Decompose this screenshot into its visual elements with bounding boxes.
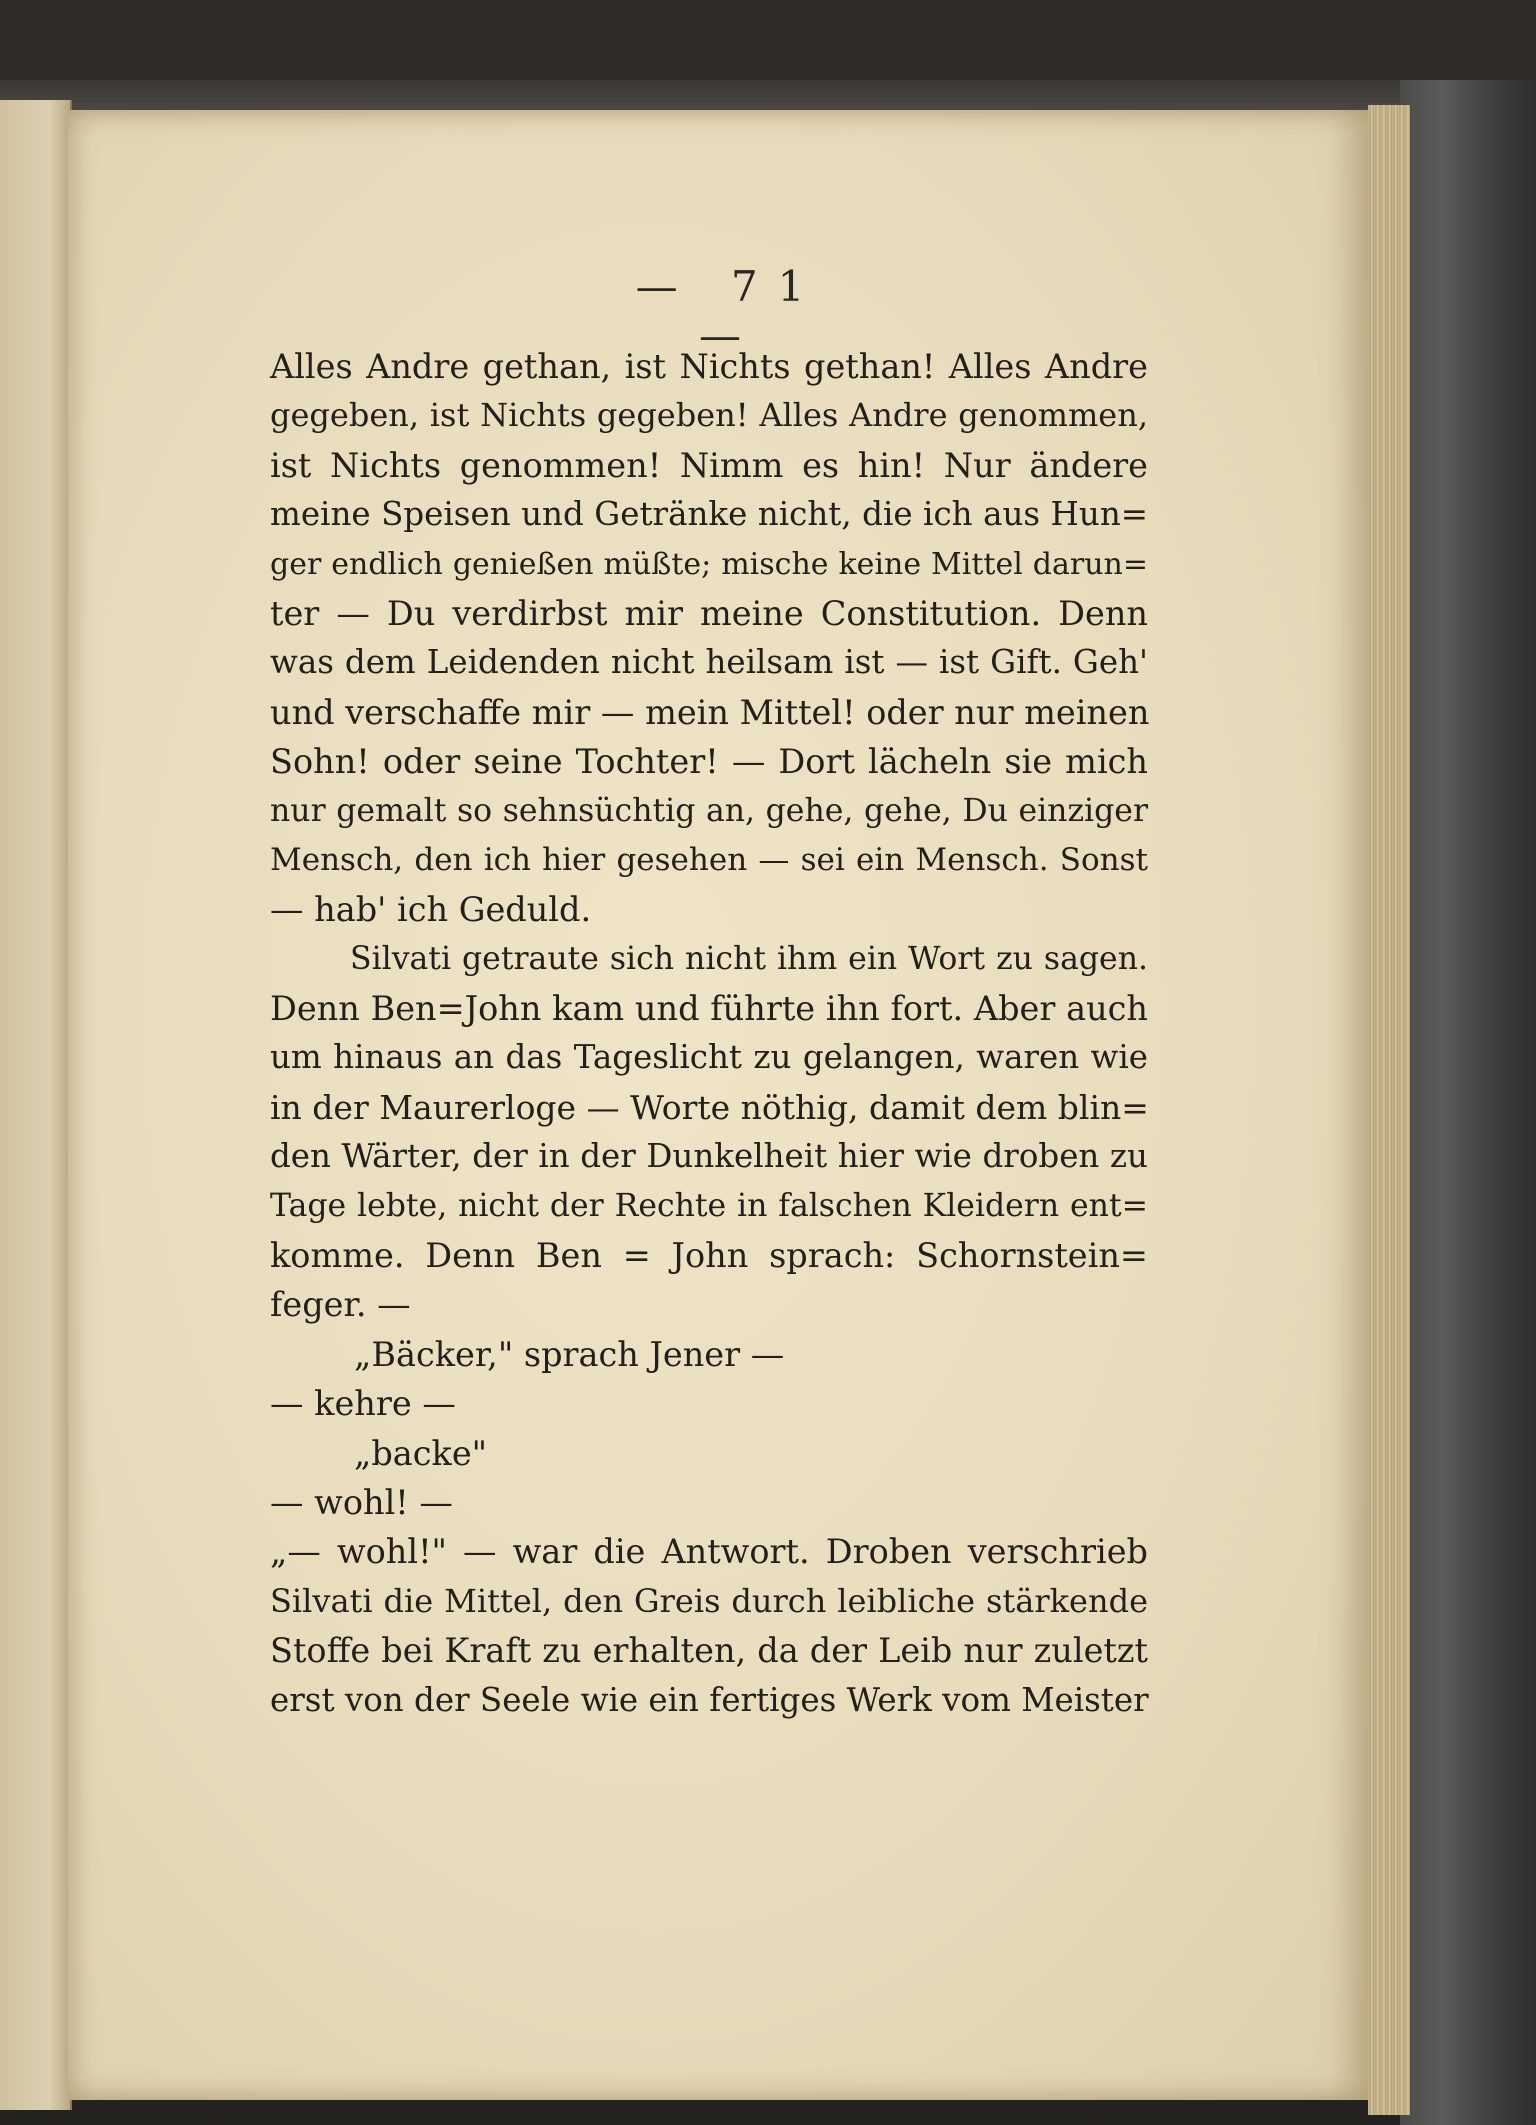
- text-line: — hab' ich Geduld.: [270, 890, 592, 930]
- text-line: „— wohl!" — war die Antwort. Droben verschrieb: [270, 1532, 1148, 1572]
- text-line: was dem Leidenden nicht heilsam ist — ist Gift. Geh': [270, 643, 1148, 682]
- text-line: Alles Andre gethan, ist Nichts gethan! Alles Andre: [270, 347, 1148, 386]
- text-line: in der Maurerloge — Worte nöthig, damit dem blin=: [270, 1087, 1149, 1127]
- book-cover-right: [1400, 80, 1536, 2125]
- text-line: nur gemalt so sehnsüchtig an, gehe, gehe, Du einziger: [270, 792, 1148, 829]
- text-line: den Wärter, der in der Dunkelheit hier wie droben zu: [270, 1137, 1148, 1176]
- text-line: meine Speisen und Getränke nicht, die ich aus Hun=: [270, 495, 1148, 534]
- text-line: ter — Du verdirbst mir meine Constitution. Denn: [270, 593, 1148, 633]
- text-line: und verschaffe mir — mein Mittel! oder nur meinen: [270, 692, 1150, 732]
- text-line: gegeben, ist Nichts gegeben! Alles Andre genommen,: [270, 396, 1148, 435]
- text-line: Silvati die Mittel, den Greis durch leibliche stärkende: [270, 1581, 1148, 1620]
- text-line: um hinaus an das Tageslicht zu gelangen, waren wie: [270, 1038, 1148, 1077]
- page-edges: [1368, 105, 1410, 2115]
- text-line: Denn Ben=John kam und führte ihn fort. Aber auch: [270, 989, 1148, 1029]
- page-number: — 71 —: [635, 262, 825, 360]
- text-line: Silvati getraute sich nicht ihm ein Wort zu sagen.: [350, 940, 1148, 977]
- text-line: — wohl! —: [270, 1482, 453, 1522]
- text-line: feger. —: [270, 1285, 411, 1325]
- text-line: komme. Denn Ben = John sprach: Schornstein=: [270, 1236, 1148, 1276]
- text-line: — kehre —: [270, 1384, 456, 1424]
- previous-page-edge: [0, 100, 72, 2110]
- text-line: Stoffe bei Kraft zu erhalten, da der Leib nur zuletzt: [270, 1631, 1148, 1671]
- body-text: [270, 342, 1148, 1725]
- book-cover-top: [0, 80, 1536, 112]
- text-line: Mensch, den ich hier gesehen — sei ein Mensch. Sonst: [270, 841, 1148, 878]
- text-line: Sohn! oder seine Tochter! — Dort lächeln sie mich: [270, 742, 1148, 782]
- text-line: ger endlich genießen müßte; mische keine Mittel darun=: [270, 546, 1148, 582]
- text-line: „backe": [354, 1433, 488, 1473]
- text-line: erst von der Seele wie ein fertiges Werk vom Meister: [270, 1680, 1149, 1719]
- text-line: ist Nichts genommen! Nimm es hin! Nur ändere: [270, 445, 1148, 485]
- text-line: „Bäcker," sprach Jener —: [354, 1334, 785, 1374]
- text-line: Tage lebte, nicht der Rechte in falschen Kleidern ent=: [270, 1187, 1148, 1224]
